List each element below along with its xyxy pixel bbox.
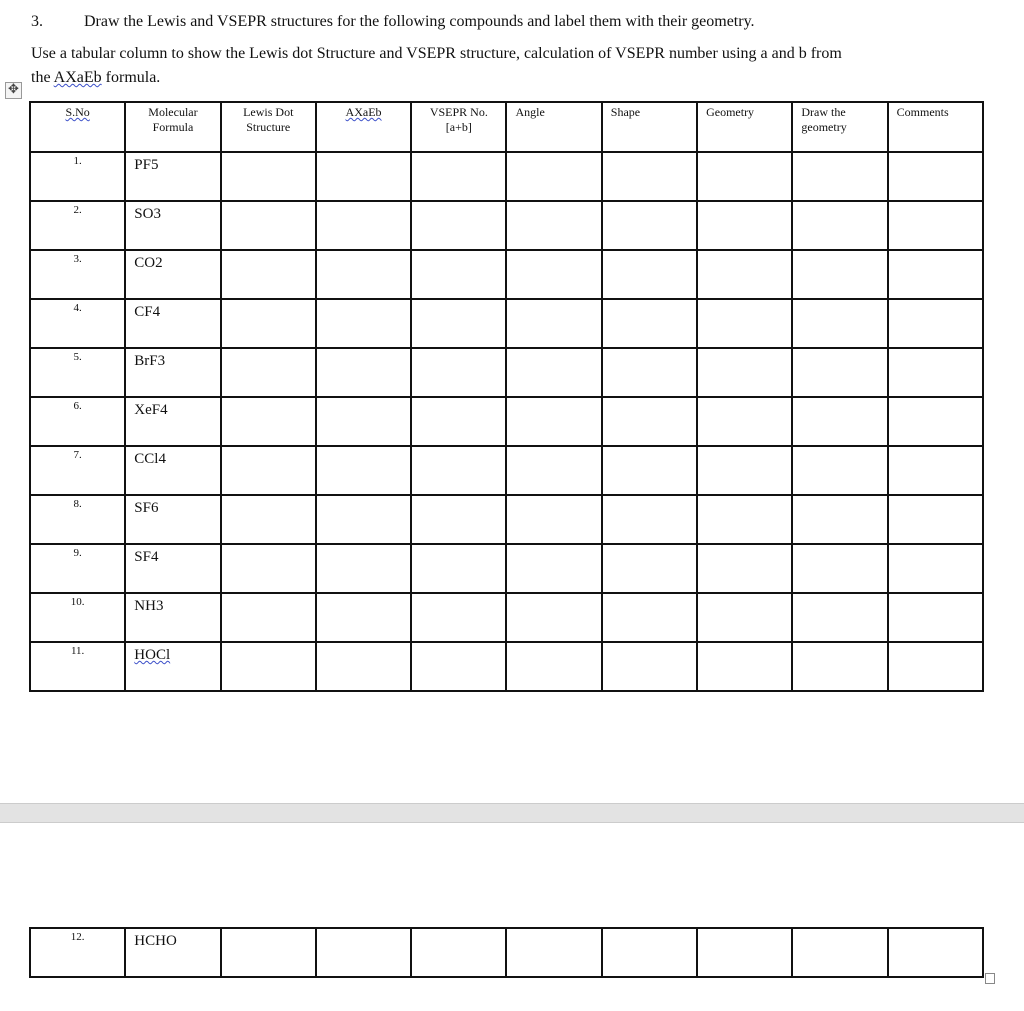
formula-text: CF4 <box>134 304 161 320</box>
formula-text: PF5 <box>134 157 159 173</box>
empty-cell[interactable] <box>411 250 506 299</box>
empty-cell[interactable] <box>602 250 697 299</box>
empty-cell[interactable] <box>506 250 601 299</box>
empty-cell[interactable] <box>602 152 697 201</box>
column-header <box>792 102 887 152</box>
row-number[interactable]: 3. <box>30 250 125 299</box>
row-number[interactable]: 6. <box>30 397 125 446</box>
row-number[interactable]: 5. <box>30 348 125 397</box>
table-row <box>30 928 983 977</box>
table-row <box>30 495 983 544</box>
empty-cell[interactable] <box>697 642 792 691</box>
header-label: VSEPR No. [a+b] <box>429 105 488 134</box>
empty-cell[interactable] <box>316 928 411 977</box>
row-number[interactable]: 12. <box>30 928 125 977</box>
empty-cell[interactable] <box>888 152 983 201</box>
column-header <box>221 102 316 152</box>
empty-cell[interactable] <box>792 642 887 691</box>
empty-cell[interactable] <box>506 593 601 642</box>
column-header <box>888 102 983 152</box>
molecular-formula[interactable] <box>125 299 220 348</box>
empty-cell[interactable] <box>602 593 697 642</box>
question-number: 3. <box>31 13 43 30</box>
empty-cell[interactable] <box>792 446 887 495</box>
text: the <box>31 69 51 86</box>
molecular-formula[interactable] <box>125 593 220 642</box>
empty-cell[interactable] <box>221 446 316 495</box>
molecular-formula[interactable] <box>125 446 220 495</box>
row-number[interactable]: 4. <box>30 299 125 348</box>
row-number[interactable]: 1. <box>30 152 125 201</box>
table-row <box>30 397 983 446</box>
table-row <box>30 446 983 495</box>
empty-cell[interactable] <box>411 642 506 691</box>
molecular-formula[interactable] <box>125 348 220 397</box>
molecular-formula[interactable] <box>125 642 220 691</box>
empty-cell[interactable] <box>411 593 506 642</box>
empty-cell[interactable] <box>602 299 697 348</box>
molecular-formula[interactable] <box>125 201 220 250</box>
empty-cell[interactable] <box>697 446 792 495</box>
header-label: Geometry <box>706 105 755 119</box>
empty-cell[interactable] <box>316 348 411 397</box>
empty-cell[interactable] <box>506 642 601 691</box>
formula-text: HOCl <box>134 647 171 663</box>
column-header <box>316 102 411 152</box>
empty-cell[interactable] <box>506 928 601 977</box>
column-header <box>411 102 506 152</box>
row-number[interactable]: 2. <box>30 201 125 250</box>
header-label: Molecular Formula <box>148 105 198 134</box>
empty-cell[interactable] <box>316 250 411 299</box>
row-number[interactable]: 9. <box>30 544 125 593</box>
header-label: AXaEb <box>345 105 382 119</box>
column-header <box>602 102 697 152</box>
column-header <box>697 102 792 152</box>
empty-cell[interactable] <box>602 446 697 495</box>
column-header <box>30 102 125 152</box>
empty-cell[interactable] <box>602 348 697 397</box>
empty-cell[interactable] <box>411 446 506 495</box>
molecular-formula[interactable] <box>125 495 220 544</box>
molecular-formula[interactable] <box>125 152 220 201</box>
empty-cell[interactable] <box>602 642 697 691</box>
empty-cell[interactable] <box>888 446 983 495</box>
table-row <box>30 348 983 397</box>
formula-text: SO3 <box>134 206 161 222</box>
empty-cell[interactable] <box>888 397 983 446</box>
empty-cell[interactable] <box>602 397 697 446</box>
header-label: Draw the geometry <box>801 105 847 134</box>
empty-cell[interactable] <box>221 928 316 977</box>
empty-cell[interactable] <box>602 544 697 593</box>
empty-cell[interactable] <box>506 201 601 250</box>
empty-cell[interactable] <box>506 397 601 446</box>
row-number[interactable]: 11. <box>30 642 125 691</box>
vsepr-table-continued <box>29 927 984 978</box>
empty-cell[interactable] <box>697 397 792 446</box>
table-move-handle-icon[interactable]: ✥ <box>5 82 22 99</box>
empty-cell[interactable] <box>697 152 792 201</box>
empty-cell[interactable] <box>888 299 983 348</box>
table-row <box>30 152 983 201</box>
empty-cell[interactable] <box>792 201 887 250</box>
molecular-formula[interactable] <box>125 397 220 446</box>
empty-cell[interactable] <box>792 397 887 446</box>
empty-cell[interactable] <box>792 299 887 348</box>
molecular-formula[interactable] <box>125 250 220 299</box>
empty-cell[interactable] <box>697 250 792 299</box>
empty-cell[interactable] <box>697 928 792 977</box>
empty-cell[interactable] <box>792 495 887 544</box>
empty-cell[interactable] <box>792 928 887 977</box>
page-break <box>0 803 1024 823</box>
empty-cell[interactable] <box>411 201 506 250</box>
empty-cell[interactable] <box>792 250 887 299</box>
empty-cell[interactable] <box>602 495 697 544</box>
empty-cell[interactable] <box>221 299 316 348</box>
empty-cell[interactable] <box>411 348 506 397</box>
empty-cell[interactable] <box>221 642 316 691</box>
row-number[interactable]: 8. <box>30 495 125 544</box>
formula: AXaEb <box>53 69 102 86</box>
row-number[interactable]: 10. <box>30 593 125 642</box>
row-number[interactable]: 7. <box>30 446 125 495</box>
empty-cell[interactable] <box>316 544 411 593</box>
header-row <box>30 102 983 152</box>
formula-text: SF6 <box>134 500 159 516</box>
empty-cell[interactable] <box>316 397 411 446</box>
empty-cell[interactable] <box>888 544 983 593</box>
table-row <box>30 299 983 348</box>
formula-text: HCHO <box>134 933 177 949</box>
empty-cell[interactable] <box>697 593 792 642</box>
formula-text: CCl4 <box>134 451 166 467</box>
table-row <box>30 250 983 299</box>
empty-cell[interactable] <box>221 495 316 544</box>
formula-text: CO2 <box>134 255 163 271</box>
empty-cell[interactable] <box>411 152 506 201</box>
header-label: Angle <box>515 105 545 119</box>
empty-cell[interactable] <box>888 928 983 977</box>
empty-cell[interactable] <box>506 152 601 201</box>
empty-cell[interactable] <box>316 495 411 544</box>
table-row <box>30 201 983 250</box>
table-row <box>30 642 983 691</box>
instruction-line-2 <box>31 69 160 87</box>
column-header <box>125 102 220 152</box>
empty-cell[interactable] <box>316 593 411 642</box>
empty-cell[interactable] <box>602 201 697 250</box>
empty-cell[interactable] <box>316 152 411 201</box>
empty-cell[interactable] <box>221 250 316 299</box>
molecular-formula[interactable] <box>125 928 220 977</box>
instruction-line: Use a tabular column to show the Lewis dot Structure and VSEPR structure, calculation of VSEPR number using a and b from <box>31 45 842 62</box>
formula-text: SF4 <box>134 549 159 565</box>
column-header <box>506 102 601 152</box>
empty-cell[interactable] <box>697 495 792 544</box>
empty-cell[interactable] <box>697 348 792 397</box>
empty-cell[interactable] <box>697 299 792 348</box>
empty-cell[interactable] <box>792 348 887 397</box>
empty-cell[interactable] <box>506 446 601 495</box>
empty-cell[interactable] <box>792 544 887 593</box>
empty-cell[interactable] <box>888 593 983 642</box>
empty-cell[interactable] <box>792 152 887 201</box>
empty-cell[interactable] <box>221 593 316 642</box>
question-title: Draw the Lewis and VSEPR structures for the following compounds and label them with their geometry. <box>84 13 755 30</box>
vsepr-table <box>29 101 984 692</box>
empty-cell[interactable] <box>602 928 697 977</box>
empty-cell[interactable] <box>411 495 506 544</box>
empty-cell[interactable] <box>221 201 316 250</box>
empty-cell[interactable] <box>697 201 792 250</box>
empty-cell[interactable] <box>316 642 411 691</box>
empty-cell[interactable] <box>221 544 316 593</box>
formula-text: XeF4 <box>134 402 168 418</box>
table-row <box>30 544 983 593</box>
header-label: Comments <box>896 105 949 119</box>
formula-text: NH3 <box>134 598 164 614</box>
header-label: Lewis Dot Structure <box>243 105 294 134</box>
table-row <box>30 593 983 642</box>
text: formula. <box>105 69 161 86</box>
table-resize-handle[interactable] <box>985 973 995 984</box>
empty-cell[interactable] <box>697 544 792 593</box>
empty-cell[interactable] <box>221 397 316 446</box>
empty-cell[interactable] <box>888 495 983 544</box>
empty-cell[interactable] <box>888 642 983 691</box>
empty-cell[interactable] <box>411 299 506 348</box>
empty-cell[interactable] <box>411 397 506 446</box>
empty-cell[interactable] <box>792 593 887 642</box>
empty-cell[interactable] <box>221 152 316 201</box>
empty-cell[interactable] <box>506 299 601 348</box>
empty-cell[interactable] <box>316 446 411 495</box>
empty-cell[interactable] <box>506 495 601 544</box>
empty-cell[interactable] <box>316 201 411 250</box>
empty-cell[interactable] <box>506 544 601 593</box>
molecular-formula[interactable] <box>125 544 220 593</box>
empty-cell[interactable] <box>411 544 506 593</box>
empty-cell[interactable] <box>888 201 983 250</box>
header-label: Shape <box>610 105 641 119</box>
empty-cell[interactable] <box>221 348 316 397</box>
empty-cell[interactable] <box>316 299 411 348</box>
empty-cell[interactable] <box>506 348 601 397</box>
empty-cell[interactable] <box>888 250 983 299</box>
empty-cell[interactable] <box>411 928 506 977</box>
empty-cell[interactable] <box>888 348 983 397</box>
header-label: S.No <box>65 105 90 119</box>
formula-text: BrF3 <box>134 353 166 369</box>
